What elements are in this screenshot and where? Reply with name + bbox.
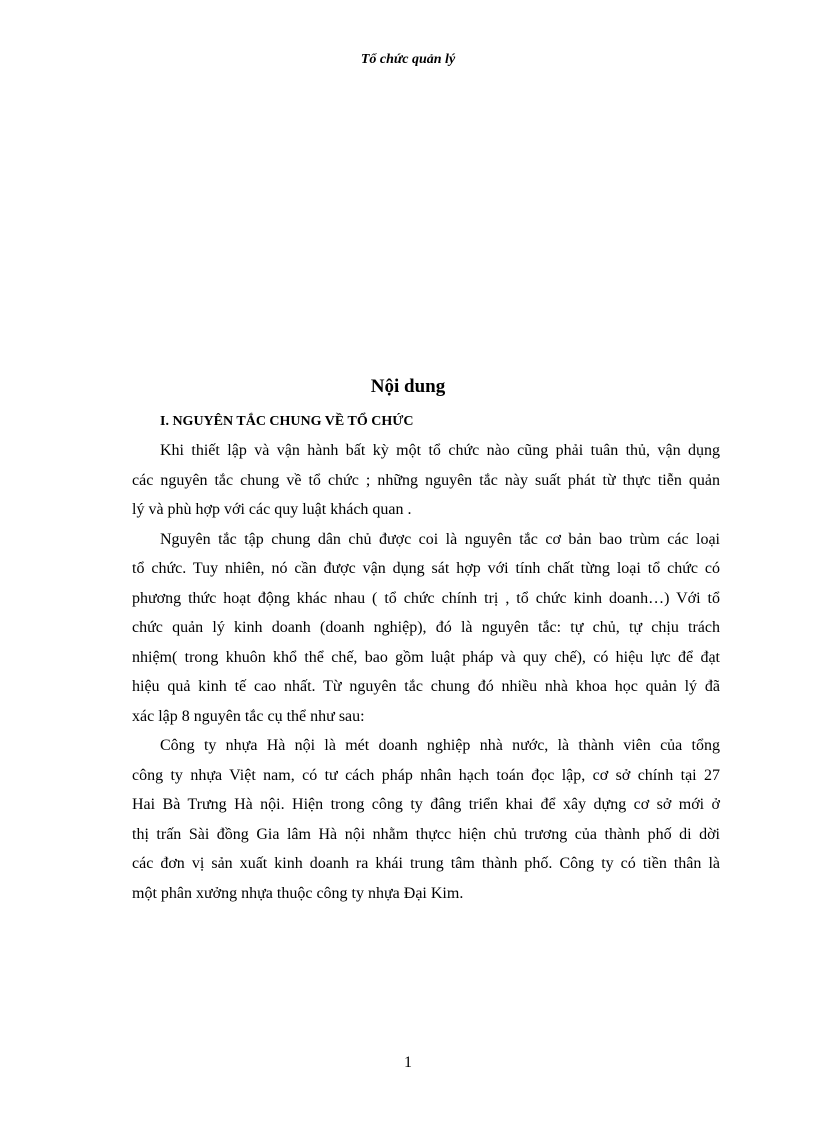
running-header: Tổ chức quản lý: [360, 52, 456, 67]
page-title: Nội dung: [370, 376, 446, 397]
paragraph-2-line-2: tổ chức. Tuy nhiên, nó cần được vận dụng sát hợp với tính chất từng loại tổ chức có: [132, 560, 720, 577]
paragraph-1-line-3: lý và phù hợp với các quy luật khách quan .: [132, 501, 412, 518]
paragraph-3-line-5: các đơn vị sản xuất kinh doanh ra khái trung tâm thành phố. Công ty có tiền thân là: [132, 855, 720, 872]
paragraph-3-line-2: công ty nhựa Việt nam, có tư cách pháp nhân hạch toán đọc lập, cơ sở chính tại 27: [132, 766, 720, 784]
page-number: 1: [404, 1054, 412, 1071]
paragraph-2-line-3: phương thức hoạt động khác nhau ( tổ chức chính trị , tổ chức kinh doanh…) Với tổ: [132, 589, 720, 607]
paragraph-2-line-7: xác lập 8 nguyên tắc cụ thể như sau:: [132, 707, 365, 725]
paragraph-2-line-6: hiệu quả kinh tế cao nhất. Từ nguyên tắc chung đó nhiều nhà khoa học quản lý đã: [132, 678, 720, 695]
paragraph-2-line-5: nhiệm( trong khuôn khổ thể chế, bao gồm luật pháp và quy chế), có hiệu lực để đạt: [132, 648, 720, 666]
paragraph-3-line-3: Hai Bà Trưng Hà nội. Hiện trong công ty đâng triển khai để xây dựng cơ sở mới ở: [132, 796, 720, 813]
paragraph-3-line-1: Công ty nhựa Hà nội là mét doanh nghiệp nhà nước, là thành viên của tổng: [160, 737, 720, 754]
paragraph-3-line-4: thị trấn Sài đồng Gia lâm Hà nội nhằm thựcc hiện chủ trương của thành phố di dời: [132, 825, 720, 843]
paragraph-3-line-6: một phân xưởng nhựa thuộc công ty nhựa Đại Kim.: [132, 884, 464, 902]
section-heading: I. NGUYÊN TẮC CHUNG VỀ TỔ CHỨC: [160, 414, 414, 429]
body-text: [132, 436, 720, 908]
paragraph-1-line-2: các nguyên tắc chung về tổ chức ; những nguyên tắc này suất phát từ thực tiễn quản: [132, 471, 720, 489]
paragraph-2-line-4: chức quản lý kinh doanh (doanh nghiệp), đó là nguyên tắc: tự chủ, tự chịu trách: [132, 619, 720, 636]
paragraph-1-line-1: Khi thiết lập và vận hành bất kỳ một tổ chức nào cũng phải tuân thủ, vận dụng: [160, 442, 720, 459]
paragraph-2-line-1: Nguyên tắc tập chung dân chủ được coi là nguyên tắc cơ bản bao trùm các loại: [160, 530, 720, 548]
